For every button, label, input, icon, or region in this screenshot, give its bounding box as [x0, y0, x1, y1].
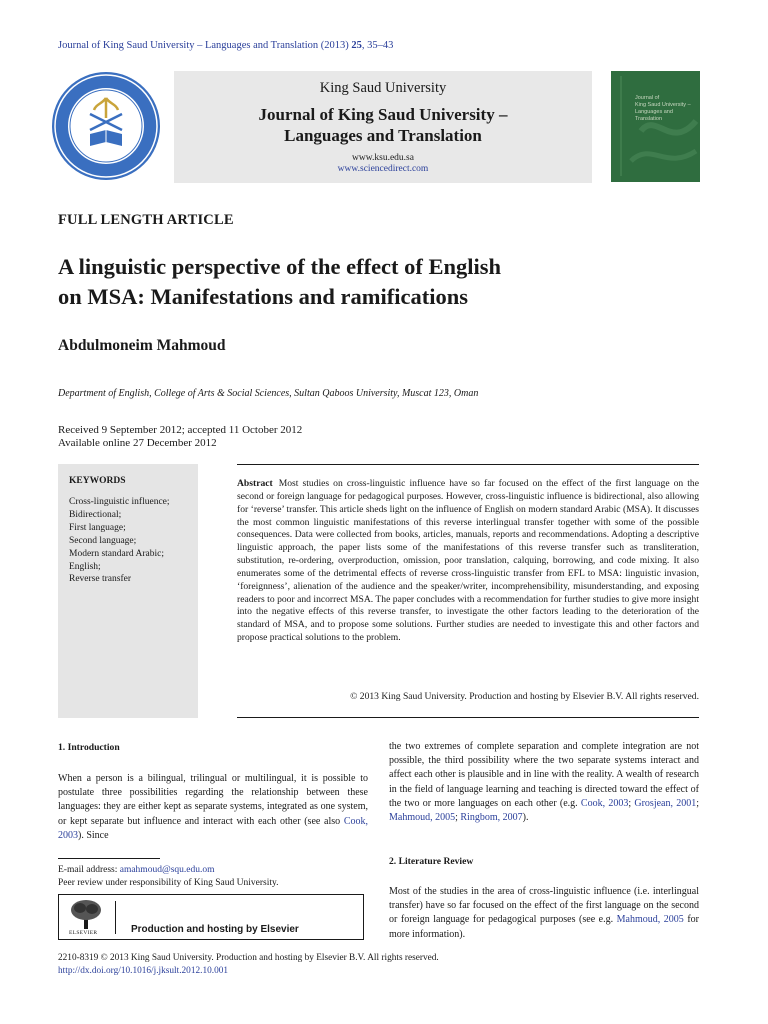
- email-link[interactable]: amahmoud@squ.edu.om: [119, 865, 215, 875]
- keyword-item: Bidirectional;: [69, 509, 122, 520]
- reference-link[interactable]: Cook, 2003: [58, 815, 368, 841]
- ksu-url-link[interactable]: www.ksu.edu.sa: [352, 153, 414, 163]
- elsevier-wordmark: ELSEVIER: [69, 930, 98, 936]
- issn-line: 2210-8319 © 2013 King Saud University. Production and hosting by Elsevier B.V. All rights reserved.: [58, 953, 439, 963]
- keywords-heading: KEYWORDS: [69, 476, 126, 486]
- footnote-rule: [58, 858, 160, 859]
- elsevier-tree-icon: [69, 899, 103, 929]
- elsevier-divider: [115, 901, 116, 934]
- section-heading-literature-review: 2. Literature Review: [389, 856, 474, 867]
- abstract-text: Most studies on cross-linguistic influence have so far focused on the effect of the first language on the second or foreign language for pedagogical purposes. However, cross-linguistic influence is bidirectional, also allowing for ‘reverse’ transfer. This article sheds light on the influence of English on modern standard Arabic (MSA). It discusses the most common linguistic manifestations of this reverse interlingual transfer together with some of the possible consequences. Data were collected from books, articles, manuals, reports and recommendations. Adopting a descriptive linguistic approach, the paper lists some of the manifestations of this reverse transfer such as transliteration, substitution, re-ordering, overproduction, omission, poor translation, calquing, borrowing, and code mixing. It also enumerates some of the detrimental effects of reverse cross-linguistic transfer from EFL to MSA: linguistic invasion, ‘foreignness’, alienation of the audience and the speaker/writer, incomprehensibility, misunderstanding, and exposing readers to poor and incorrect MSA. The paper concludes with a recommendation for further studies to give more insight into the negative effects of this reverse transfer, to investigate the other factors leading to the deterioration of the standard of MSA, and to propose some solutions. Further studies are needed to investigate this and other factors and propose practical solutions to the problem.: [237, 478, 699, 644]
- reference-link[interactable]: Mahmoud, 2005: [616, 914, 684, 926]
- abstract: [237, 478, 699, 645]
- abstract-top-rule: [237, 464, 699, 465]
- journal-header: [174, 71, 592, 183]
- page-footer: [58, 952, 439, 978]
- keywords-box: [58, 464, 198, 718]
- keywords-list: [69, 496, 170, 586]
- author-name: Abdulmoneim Mahmoud: [58, 337, 226, 354]
- reference-link[interactable]: Cook, 2003: [580, 797, 629, 809]
- keyword-item: First language;: [69, 522, 126, 533]
- journal-title: Journal of King Saud University – Languages and Translation: [258, 105, 508, 145]
- literature-review-paragraph: Most of the studies in the area of cross-linguistic influence (i.e. interlingual transfer) have so far focused on the effect of the first language on the second or foreign language for pedagogical purposes (see e.g. Mahmoud, 2005 for more information).: [389, 886, 699, 940]
- author-affiliation: Department of English, College of Arts & Social Sciences, Sultan Qaboos University, Muscat 123, Oman: [58, 388, 479, 399]
- footnote: E-mail address: amahmoud@squ.edu.om Peer review under responsibility of King Saud University.: [58, 865, 279, 888]
- section-heading-introduction: 1. Introduction: [58, 742, 120, 753]
- keyword-item: Second language;: [69, 535, 137, 546]
- peer-review-note: Peer review under responsibility of King Saud University.: [58, 878, 279, 888]
- keyword-item: Cross-linguistic influence;: [69, 497, 170, 507]
- article-dates: Received 9 September 2012; accepted 11 October 2012 Available online 27 December 2012: [58, 424, 303, 449]
- journal-citation[interactable]: Journal of King Saud University – Languages and Translation (2013) 25, 35–43: [58, 40, 394, 51]
- abstract-bottom-rule: [237, 717, 699, 718]
- doi-link[interactable]: http://dx.doi.org/10.1016/j.jksult.2012.10.001: [58, 966, 229, 976]
- introduction-paragraph-continued: the two extremes of complete separation and complete integration are not possible, the third possibility where the two separate systems interact and affect each other is plausible and in line with the reality. A wealth of research in the field of language learning and teaching is directed toward the effect of the two or more languages on each other (e.g. Cook, 2003; Grosjean, 2001; Mahmoud, 2005; Ringbom, 2007).: [389, 741, 699, 824]
- abstract-copyright: © 2013 King Saud University. Production and hosting by Elsevier B.V. All rights reserved.: [350, 691, 699, 702]
- keyword-item: Modern standard Arabic;: [69, 548, 164, 559]
- keyword-item: English;: [69, 561, 101, 572]
- introduction-paragraph: When a person is a bilingual, trilingual or multilingual, it is possible to postulate three possibilities regarding the relationship between these languages: they are either kept as separate systems, integrated as one system, or kept separate but influence and interact with each other (see also Cook, 2003). Since: [58, 773, 368, 841]
- sciencedirect-url-link[interactable]: www.sciencedirect.com: [337, 164, 429, 174]
- university-name: King Saud University: [319, 80, 447, 96]
- elsevier-banner[interactable]: [58, 894, 364, 940]
- reference-link[interactable]: Grosjean, 2001: [634, 797, 697, 809]
- ksu-logo-icon: [50, 70, 162, 182]
- reference-link[interactable]: Mahmoud, 2005: [389, 812, 456, 824]
- cover-title: Journal of King Saud University – Languages and Translation: [635, 95, 691, 122]
- journal-cover-image: [611, 71, 700, 182]
- keyword-item: Reverse transfer: [69, 574, 131, 585]
- article-type: FULL LENGTH ARTICLE: [58, 212, 234, 228]
- reference-link[interactable]: Ringbom, 2007: [460, 812, 523, 824]
- article-title: A linguistic perspective of the effect of English on MSA: Manifestations and ramifications: [58, 254, 502, 309]
- elsevier-text: Production and hosting by Elsevier: [131, 924, 299, 935]
- abstract-label: Abstract: [237, 478, 273, 489]
